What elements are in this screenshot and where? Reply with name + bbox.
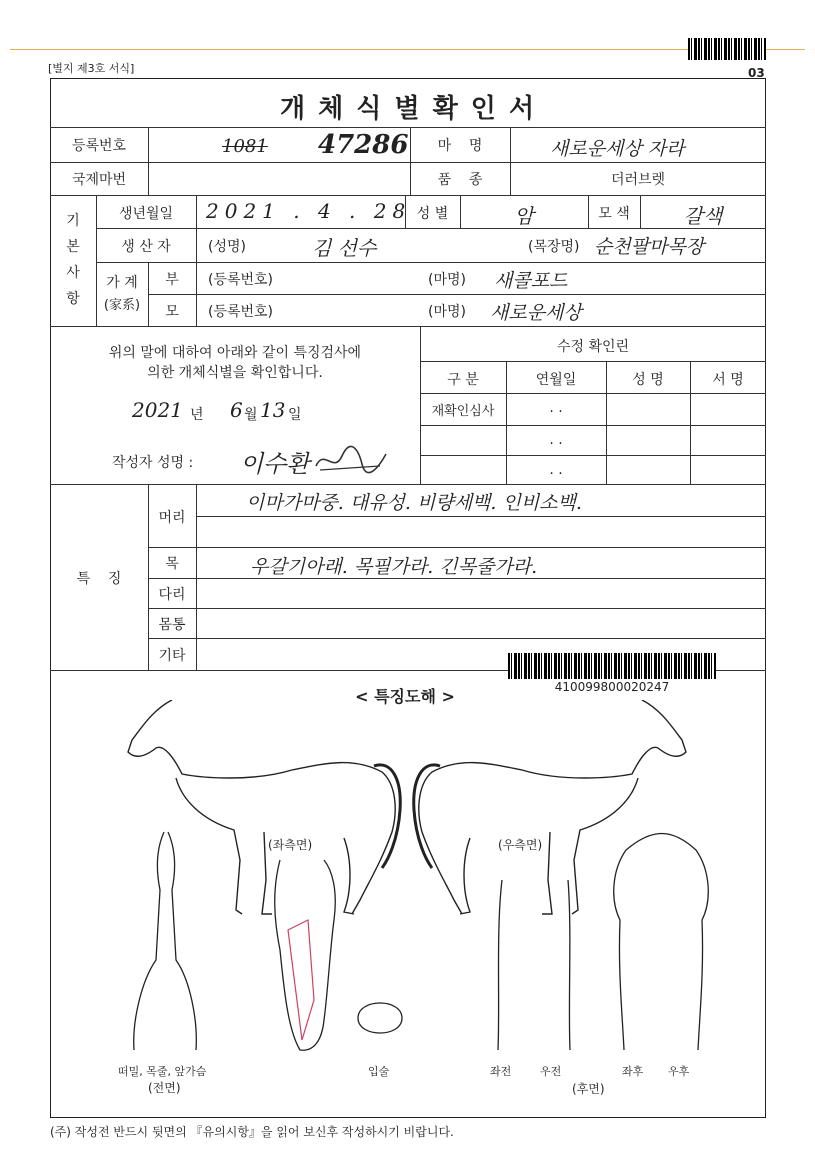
author-signature — [310, 444, 390, 478]
confirm-day-unit: 일 — [288, 407, 302, 423]
confirm-text-2: 의한 개체식별을 확인합니다. — [147, 365, 323, 381]
page-number: 03 — [748, 66, 765, 80]
horse-head-front — [275, 860, 336, 1050]
rule-title-bottom — [50, 127, 766, 128]
corr-header-type: 구 분 — [447, 372, 479, 388]
form-ref: [별지 제3호 서식] — [48, 62, 135, 75]
reg-no-label: 등록번호 — [71, 138, 127, 154]
vrule-reg-label — [148, 127, 149, 195]
correction-title: 수정 확인린 — [556, 339, 630, 355]
sire-label: 부 — [165, 272, 179, 288]
rule-corr-r2 — [420, 455, 766, 456]
pedigree-label: 가 계 — [106, 275, 138, 291]
sire-reg-label: (등록번호) — [208, 272, 274, 288]
footer-note: (주) 작성전 반드시 뒷면의 『유의시항』을 읽어 보신후 작성하시기 비랍니다. — [50, 1125, 454, 1139]
sex-label: 성 별 — [416, 206, 449, 222]
sex-value: 암 — [514, 204, 534, 228]
front-right-label: 우전 — [540, 1065, 562, 1078]
sire-name-label: (마명) — [428, 272, 466, 288]
neck-label: 목 — [165, 556, 179, 572]
confirm-month: 6 — [230, 398, 243, 422]
rule-basic-bottom — [50, 326, 766, 327]
confirm-text-1: 위의 말에 대하여 아래와 같이 특징검사에 — [108, 345, 362, 361]
corr-row2-date: . . — [549, 432, 563, 448]
vrule-parent — [196, 262, 197, 326]
hind-right-label: 우후 — [668, 1065, 690, 1078]
color-label: 모 색 — [598, 206, 630, 222]
diagram-barcode — [508, 653, 716, 679]
rear-label: (후면) — [572, 1082, 605, 1096]
left-side-label: (좌측면) — [268, 838, 313, 852]
other-label: 기타 — [158, 648, 186, 664]
confirm-month-unit: 월 — [244, 407, 258, 423]
basic-section-char-4: 항 — [66, 291, 80, 307]
intl-no-label: 국제마번 — [71, 172, 127, 188]
front-label: (전면) — [148, 1081, 181, 1095]
farm-value: 순천팔마목장 — [594, 236, 705, 258]
corr-row1-date: . . — [549, 400, 563, 416]
breeder-name-value: 김 선수 — [312, 236, 377, 260]
top-barcode — [688, 38, 766, 60]
dam-name-value: 새로운세상 — [490, 302, 582, 324]
author-value: 이수환 — [240, 450, 310, 478]
corr-row3-date: . . — [549, 462, 563, 478]
breeder-label: 생 산 자 — [121, 239, 171, 255]
confirm-day: 13 — [260, 398, 286, 422]
rule-body — [148, 638, 766, 639]
features-label: 특 징 — [76, 571, 122, 587]
front-left-label: 좌전 — [490, 1065, 512, 1078]
vrule-features-label — [196, 484, 197, 670]
horse-front-legs — [498, 880, 570, 1050]
birth-value: 2021 . 4 . 28 — [206, 199, 412, 223]
reg-no-struck: 1081 — [222, 136, 268, 157]
body-label: 몸통 — [158, 617, 186, 633]
reg-no-value: 47286 — [318, 130, 409, 160]
horse-left-side — [128, 700, 400, 914]
rule-head-mid — [196, 516, 766, 517]
rule-reg — [50, 162, 766, 163]
author-label: 작성자 성명 : — [112, 455, 194, 471]
dam-reg-label: (등록번호) — [208, 304, 274, 320]
muzzle-drawing — [358, 1003, 402, 1033]
vrule-basic-label — [196, 195, 197, 262]
muzzle-label: 입술 — [368, 1065, 390, 1078]
corr-header-name: 성 명 — [632, 372, 664, 388]
basic-section-char-3: 사 — [66, 265, 80, 281]
color-value: 갈색 — [683, 204, 723, 228]
rule-corr-header — [420, 393, 766, 394]
breeder-name-label: (성명) — [208, 239, 246, 255]
horse-rear-view — [614, 834, 709, 1051]
rule-corr-r1 — [420, 425, 766, 426]
top-rule — [10, 49, 805, 50]
rule-head — [148, 547, 766, 548]
dam-name-label: (마명) — [428, 304, 466, 320]
sire-name-value: 새콜포드 — [494, 270, 568, 292]
legs-label: 다리 — [158, 587, 186, 603]
head-label: 머리 — [158, 510, 186, 526]
breed-label: 품 종 — [437, 172, 483, 188]
diagram-title: < 특징도해 > — [355, 687, 455, 706]
rule-confirm-bottom — [50, 484, 766, 485]
horse-front-view — [134, 832, 197, 1050]
form-title: 개 체 식 별 확 인 서 — [279, 94, 537, 124]
corr-row1-type: 재확인심사 — [431, 404, 495, 419]
rule-legs — [148, 608, 766, 609]
confirm-year-unit: 년 — [190, 407, 204, 423]
farm-label: (목장명) — [528, 239, 580, 255]
pedigree-sub: (家系) — [103, 298, 141, 313]
basic-section-char-1: 기 — [66, 213, 80, 229]
horse-right-side — [414, 700, 686, 914]
horse-name-value: 새로운세상 자라 — [550, 138, 685, 160]
hind-left-label: 좌후 — [622, 1065, 644, 1078]
basic-section-char-2: 본 — [66, 239, 80, 255]
corr-header-sign: 서 명 — [712, 372, 744, 388]
rule-sire — [148, 294, 766, 295]
breed-value: 더러브렛 — [610, 172, 666, 188]
confirm-year: 2021 — [132, 398, 183, 422]
right-side-label: (우측면) — [498, 838, 543, 852]
neck-value: 우갈기아래. 목필가라. 긴목줄가라. — [250, 556, 538, 578]
barcode-number: 410099800020247 — [508, 680, 716, 694]
birth-label: 생년월일 — [118, 206, 174, 222]
dam-label: 모 — [165, 304, 179, 320]
front-caption: 떠밀, 목줄, 앞가슴 — [118, 1065, 207, 1078]
corr-header-date: 연월일 — [535, 372, 577, 388]
head-value: 이마가마중. 대유성. 비량세백. 인비소백. — [246, 492, 582, 514]
rule-intl — [50, 195, 766, 196]
horse-name-label: 마 명 — [437, 138, 483, 154]
horse-diagrams — [52, 700, 764, 1110]
rule-corr-title — [420, 361, 766, 362]
